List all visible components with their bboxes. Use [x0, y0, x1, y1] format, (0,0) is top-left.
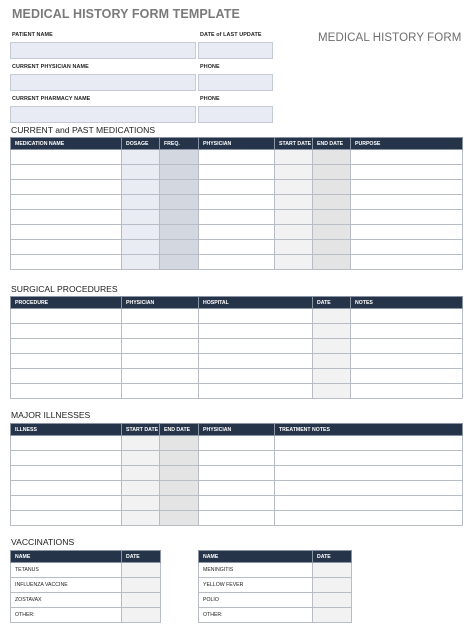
table-cell[interactable]	[160, 210, 199, 225]
table-cell[interactable]	[160, 511, 199, 526]
table-cell[interactable]	[199, 225, 275, 240]
vaccine-name: POLIO	[199, 593, 313, 608]
table-cell[interactable]	[275, 255, 313, 270]
table-cell[interactable]	[199, 255, 275, 270]
col-date: DATE	[122, 551, 161, 563]
table-cell[interactable]	[313, 210, 351, 225]
table-cell[interactable]	[199, 384, 313, 399]
table-cell[interactable]	[199, 339, 313, 354]
table-cell[interactable]	[199, 240, 275, 255]
table-cell[interactable]	[199, 369, 313, 384]
col-procedure: PROCEDURE	[11, 297, 122, 309]
vaccine-row	[11, 593, 161, 608]
col-start-date: START DATE	[275, 138, 313, 150]
table-cell[interactable]	[313, 354, 351, 369]
table-cell[interactable]	[11, 225, 122, 240]
table-cell[interactable]	[11, 436, 122, 451]
col-start-date: START DATE	[122, 424, 160, 436]
col-end-date: END DATE	[160, 424, 199, 436]
table-cell[interactable]	[160, 150, 199, 165]
table-row	[11, 384, 463, 399]
table-cell[interactable]	[11, 354, 122, 369]
table-cell[interactable]	[11, 165, 122, 180]
table-cell[interactable]	[11, 240, 122, 255]
table-cell[interactable]	[160, 255, 199, 270]
table-cell[interactable]	[351, 354, 463, 369]
vaccine-row	[199, 608, 352, 623]
col-date: DATE	[313, 297, 351, 309]
phone-field-2[interactable]	[198, 106, 273, 123]
table-cell[interactable]	[199, 324, 313, 339]
col-end-date: END DATE	[313, 138, 351, 150]
table-cell[interactable]	[122, 165, 160, 180]
table-row	[11, 339, 463, 354]
table-row	[11, 210, 463, 225]
vaccine-name: ZOSTAVAX	[11, 593, 122, 608]
table-cell[interactable]	[160, 180, 199, 195]
table-cell[interactable]	[160, 481, 199, 496]
table-cell[interactable]	[11, 180, 122, 195]
vaccine-date[interactable]	[122, 593, 161, 608]
vaccine-row	[11, 608, 161, 623]
table-cell[interactable]	[122, 240, 160, 255]
table-cell[interactable]	[275, 481, 463, 496]
table-cell[interactable]	[11, 496, 122, 511]
table-row	[11, 225, 463, 240]
table-cell[interactable]	[275, 210, 313, 225]
table-row	[11, 180, 463, 195]
vaccine-row	[199, 563, 352, 578]
table-cell[interactable]	[11, 324, 122, 339]
table-cell[interactable]	[275, 240, 313, 255]
table-cell[interactable]	[122, 369, 199, 384]
table-cell[interactable]	[199, 511, 275, 526]
col-name: NAME	[199, 551, 313, 563]
date-last-update-field[interactable]	[198, 42, 273, 59]
vaccinations-right-table	[198, 550, 352, 623]
col-physician: PHYSICIAN	[122, 297, 199, 309]
vaccine-name: YELLOW FEVER	[199, 578, 313, 593]
table-cell[interactable]	[313, 240, 351, 255]
table-row	[11, 511, 463, 526]
table-cell[interactable]	[313, 165, 351, 180]
table-row	[11, 369, 463, 384]
table-cell[interactable]	[275, 451, 463, 466]
table-row	[11, 451, 463, 466]
vaccine-date[interactable]	[122, 563, 161, 578]
table-cell[interactable]	[199, 309, 313, 324]
table-cell[interactable]	[160, 240, 199, 255]
table-cell[interactable]	[199, 436, 275, 451]
col-name: NAME	[11, 551, 122, 563]
current-pharmacy-field[interactable]	[10, 106, 196, 123]
table-cell[interactable]	[11, 255, 122, 270]
table-cell[interactable]	[275, 195, 313, 210]
patient-name-field[interactable]	[10, 42, 196, 59]
table-cell[interactable]	[313, 309, 351, 324]
table-cell[interactable]	[313, 225, 351, 240]
table-row	[11, 496, 463, 511]
illnesses-body	[11, 436, 463, 526]
table-cell[interactable]	[199, 496, 275, 511]
table-cell[interactable]	[122, 309, 199, 324]
table-cell[interactable]	[351, 384, 463, 399]
col-hospital: HOSPITAL	[199, 297, 313, 309]
col-physician: PHYSICIAN	[199, 138, 275, 150]
vaccine-name: OTHER:	[199, 608, 313, 623]
table-cell[interactable]	[351, 165, 463, 180]
table-cell[interactable]	[11, 451, 122, 466]
table-row	[11, 481, 463, 496]
table-cell[interactable]	[313, 384, 351, 399]
table-cell[interactable]	[351, 369, 463, 384]
table-cell[interactable]	[199, 180, 275, 195]
medications-body	[11, 150, 463, 270]
table-cell[interactable]	[122, 324, 199, 339]
table-cell[interactable]	[199, 481, 275, 496]
table-cell[interactable]	[351, 150, 463, 165]
form-subtitle: MEDICAL HISTORY FORM	[318, 32, 462, 44]
table-cell[interactable]	[160, 195, 199, 210]
table-cell[interactable]	[275, 180, 313, 195]
table-cell[interactable]	[122, 339, 199, 354]
table-cell[interactable]	[313, 195, 351, 210]
col-date: DATE	[313, 551, 352, 563]
table-row	[11, 165, 463, 180]
table-cell[interactable]	[11, 195, 122, 210]
vaccine-name: TETANUS	[11, 563, 122, 578]
table-cell[interactable]	[122, 496, 160, 511]
table-row	[11, 324, 463, 339]
date-last-update-label: DATE of LAST UPDATE	[200, 32, 262, 38]
phone-field-1[interactable]	[198, 74, 273, 91]
table-cell[interactable]	[11, 511, 122, 526]
table-cell[interactable]	[275, 496, 463, 511]
surgical-body	[11, 309, 463, 399]
vaccine-name: INFLUENZA VACCINE	[11, 578, 122, 593]
col-treatment-notes: TREATMENT NOTES	[275, 424, 463, 436]
col-medication-name: MEDICATION NAME	[11, 138, 122, 150]
table-cell[interactable]	[122, 150, 160, 165]
table-cell[interactable]	[122, 481, 160, 496]
table-cell[interactable]	[313, 339, 351, 354]
illnesses-table	[10, 423, 463, 526]
col-dosage: DOSAGE	[122, 138, 160, 150]
current-pharmacy-label: CURRENT PHARMACY NAME	[12, 96, 91, 102]
table-cell[interactable]	[11, 309, 122, 324]
illnesses-heading: MAJOR ILLNESSES	[11, 410, 91, 420]
table-row	[11, 195, 463, 210]
page-title: MEDICAL HISTORY FORM TEMPLATE	[12, 7, 240, 21]
current-physician-label: CURRENT PHYSICIAN NAME	[12, 64, 89, 70]
table-row	[11, 240, 463, 255]
table-cell[interactable]	[122, 255, 160, 270]
table-cell[interactable]	[122, 511, 160, 526]
vaccine-row	[199, 593, 352, 608]
table-cell[interactable]	[275, 225, 313, 240]
table-cell[interactable]	[122, 195, 160, 210]
vaccine-date[interactable]	[313, 563, 352, 578]
col-illness: ILLNESS	[11, 424, 122, 436]
table-cell[interactable]	[122, 384, 199, 399]
table-row	[11, 255, 463, 270]
table-cell[interactable]	[160, 496, 199, 511]
table-cell[interactable]	[351, 180, 463, 195]
table-cell[interactable]	[275, 165, 313, 180]
table-cell[interactable]	[351, 225, 463, 240]
table-cell[interactable]	[122, 466, 160, 481]
col-notes: NOTES	[351, 297, 463, 309]
table-row	[11, 354, 463, 369]
table-cell[interactable]	[11, 369, 122, 384]
table-cell[interactable]	[275, 436, 463, 451]
surgical-table	[10, 296, 463, 399]
table-cell[interactable]	[122, 451, 160, 466]
patient-name-label: PATIENT NAME	[12, 32, 53, 38]
vaccine-date[interactable]	[122, 608, 161, 623]
col-physician: PHYSICIAN	[199, 424, 275, 436]
table-row	[11, 436, 463, 451]
phone-label-1: PHONE	[200, 64, 220, 70]
table-cell[interactable]	[313, 324, 351, 339]
vaccine-name: OTHER:	[11, 608, 122, 623]
medications-table	[10, 137, 463, 270]
vaccine-date[interactable]	[313, 608, 352, 623]
table-cell[interactable]	[11, 481, 122, 496]
table-cell[interactable]	[351, 255, 463, 270]
table-cell[interactable]	[351, 195, 463, 210]
table-cell[interactable]	[351, 210, 463, 225]
table-cell[interactable]	[199, 165, 275, 180]
phone-label-2: PHONE	[200, 96, 220, 102]
vaccine-row	[11, 563, 161, 578]
table-row	[11, 309, 463, 324]
table-cell[interactable]	[275, 466, 463, 481]
vaccinations-heading: VACCINATIONS	[11, 537, 75, 547]
table-cell[interactable]	[199, 451, 275, 466]
medications-heading: CURRENT and PAST MEDICATIONS	[11, 125, 156, 135]
vaccine-row	[11, 578, 161, 593]
col-freq: FREQ.	[160, 138, 199, 150]
table-cell[interactable]	[11, 150, 122, 165]
table-cell[interactable]	[160, 165, 199, 180]
vaccine-date[interactable]	[313, 593, 352, 608]
table-cell[interactable]	[122, 225, 160, 240]
table-row	[11, 466, 463, 481]
table-cell[interactable]	[122, 210, 160, 225]
table-cell[interactable]	[351, 339, 463, 354]
table-cell[interactable]	[313, 150, 351, 165]
vaccine-date[interactable]	[313, 578, 352, 593]
current-physician-field[interactable]	[10, 74, 196, 91]
table-cell[interactable]	[313, 369, 351, 384]
vaccine-row	[199, 578, 352, 593]
table-cell[interactable]	[122, 180, 160, 195]
table-cell[interactable]	[199, 354, 313, 369]
vaccine-date[interactable]	[122, 578, 161, 593]
table-cell[interactable]	[351, 240, 463, 255]
table-cell[interactable]	[11, 339, 122, 354]
table-cell[interactable]	[313, 255, 351, 270]
table-cell[interactable]	[199, 466, 275, 481]
table-cell[interactable]	[122, 354, 199, 369]
table-cell[interactable]	[160, 225, 199, 240]
table-cell[interactable]	[199, 150, 275, 165]
table-cell[interactable]	[199, 210, 275, 225]
vaccinations-left-table	[10, 550, 161, 623]
table-cell[interactable]	[160, 451, 199, 466]
table-cell[interactable]	[160, 466, 199, 481]
table-cell[interactable]	[122, 436, 160, 451]
table-cell[interactable]	[199, 195, 275, 210]
table-cell[interactable]	[11, 466, 122, 481]
table-cell[interactable]	[275, 150, 313, 165]
vaccine-name: MENINGITIS	[199, 563, 313, 578]
table-row	[11, 150, 463, 165]
surgical-heading: SURGICAL PROCEDURES	[11, 284, 118, 294]
col-purpose: PURPOSE	[351, 138, 463, 150]
table-cell[interactable]	[313, 180, 351, 195]
table-cell[interactable]	[275, 511, 463, 526]
table-cell[interactable]	[351, 324, 463, 339]
table-cell[interactable]	[351, 309, 463, 324]
table-cell[interactable]	[11, 210, 122, 225]
table-cell[interactable]	[160, 436, 199, 451]
table-cell[interactable]	[11, 384, 122, 399]
